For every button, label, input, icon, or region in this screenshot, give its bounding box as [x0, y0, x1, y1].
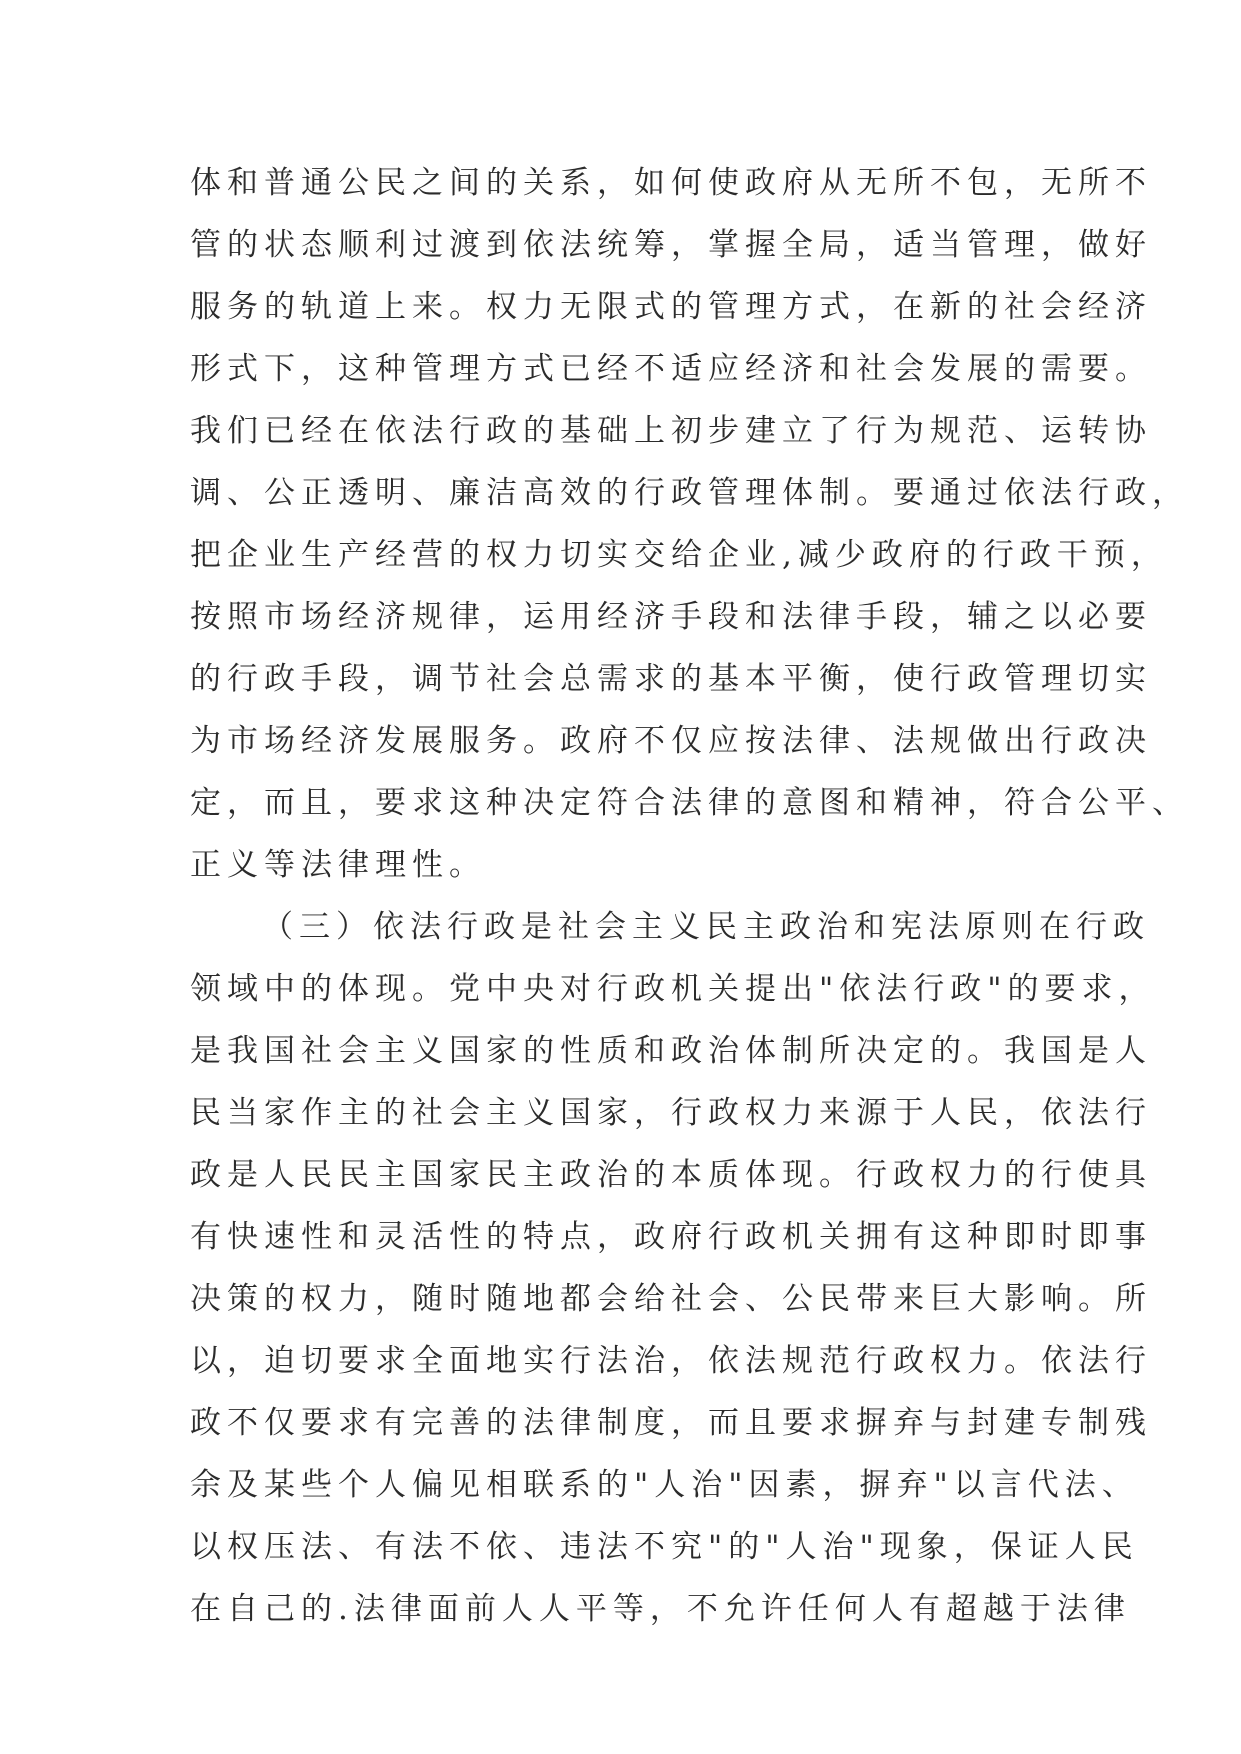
text-line: 有快速性和灵活性的特点，政府行政机关拥有这种即时即事 [190, 1219, 1152, 1255]
text-line: （三）依法行政是社会主义民主政治和宪法原则在行政 [262, 909, 1150, 945]
body-text [190, 152, 1189, 1640]
text-line: 领域中的体现。党中央对行政机关提出"依法行政"的要求， [190, 971, 1156, 1007]
text-line: 政不仅要求有完善的法律制度，而且要求摒弃与封建专制残 [190, 1405, 1152, 1441]
text-line: 我们已经在依法行政的基础上初步建立了行为规范、运转协 [190, 413, 1152, 449]
text-line: 体和普通公民之间的关系，如何使政府从无所不包，无所不 [190, 165, 1152, 201]
text-line: 定，而且，要求这种决定符合法律的意图和精神，符合公平、 [190, 785, 1189, 821]
text-line: 调、公正透明、廉洁高效的行政管理体制。要通过依法行政， [190, 475, 1189, 511]
text-line: 为市场经济发展服务。政府不仅应按法律、法规做出行政决 [190, 723, 1152, 759]
text-line: 政是人民民主国家民主政治的本质体现。行政权力的行使具 [190, 1157, 1152, 1193]
text-line: 正义等法律理性。 [190, 847, 486, 883]
text-line: 在自己的.法律面前人人平等，不允许任何人有超越于法律 [190, 1591, 1131, 1627]
text-line: 管的状态顺利过渡到依法统筹，掌握全局，适当管理，做好 [190, 227, 1152, 263]
text-line: 按照市场经济规律，运用经济手段和法律手段，辅之以必要 [190, 599, 1152, 635]
text-line: 民当家作主的社会主义国家，行政权力来源于人民，依法行 [190, 1095, 1152, 1131]
text-line: 形式下，这种管理方式已经不适应经济和社会发展的需要。 [190, 351, 1152, 387]
text-line: 以，迫切要求全面地实行法治，依法规范行政权力。依法行 [190, 1343, 1152, 1379]
paragraph-2 [190, 896, 1156, 1640]
text-line: 把企业生产经营的权力切实交给企业,减少政府的行政干预， [190, 537, 1168, 573]
paragraph-1 [190, 152, 1189, 896]
text-line: 是我国社会主义国家的性质和政治体制所决定的。我国是人 [190, 1033, 1152, 1069]
text-line: 以权压法、有法不依、违法不究"的"人治"现象，保证人民 [190, 1529, 1139, 1565]
text-line: 服务的轨道上来。权力无限式的管理方式，在新的社会经济 [190, 289, 1152, 325]
text-line: 的行政手段，调节社会总需求的基本平衡，使行政管理切实 [190, 661, 1152, 697]
text-line: 余及某些个人偏见相联系的"人治"因素，摒弃"以言代法、 [190, 1467, 1139, 1503]
text-line: 决策的权力，随时随地都会给社会、公民带来巨大影响。所 [190, 1281, 1152, 1317]
